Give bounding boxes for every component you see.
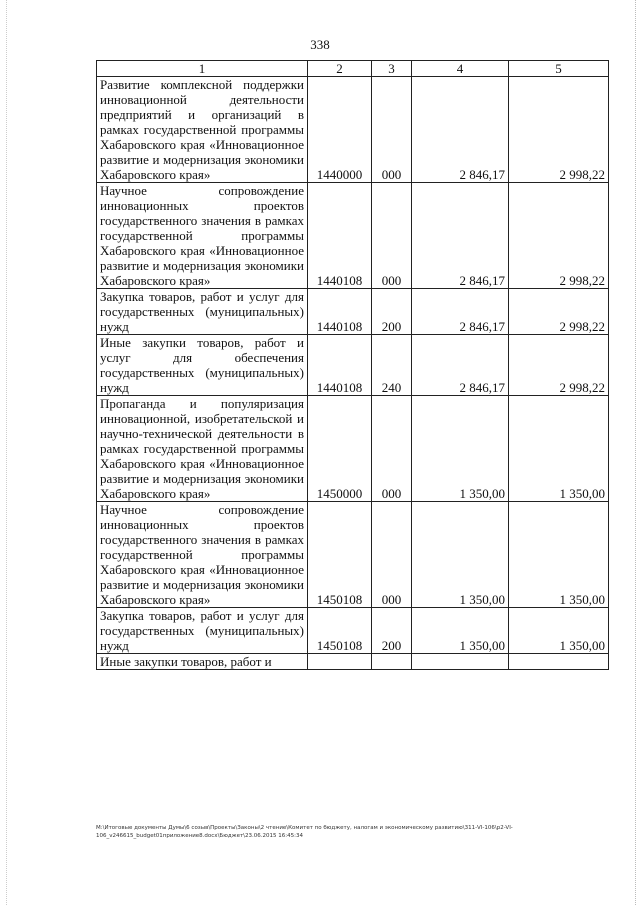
row-amount-1: 2 846,17	[412, 335, 509, 396]
table-row	[97, 77, 609, 183]
header-col-4: 4	[412, 61, 509, 77]
row-amount-1: 2 846,17	[412, 289, 509, 335]
document-footer-path: M:\Итоговые документы Думы\6 созыв\Проекты\Законы\2 чтение\Комитет по бюджету, налогам и экономическому развитию\311-VI-106\p2-VI-106_v246615_budget01приложение8.docx\Бюджет\23.06.2015 16:45:34	[96, 825, 513, 839]
row-name: Развитие комплексной поддержки инновационной деятельности предприятий и организаций в рамках государственной программы Хабаровского края «Инновационное развитие и модернизация экономики Хабаровского края»	[97, 77, 308, 183]
row-code	[308, 654, 372, 670]
row-amount-2: 2 998,22	[509, 335, 609, 396]
row-code: 1450108	[308, 608, 372, 654]
row-type: 240	[372, 335, 412, 396]
table-row	[97, 502, 609, 608]
page-number: 338	[310, 37, 330, 52]
row-amount-1: 2 846,17	[412, 183, 509, 289]
row-code: 1440000	[308, 77, 372, 183]
row-type: 200	[372, 608, 412, 654]
row-type: 000	[372, 502, 412, 608]
row-amount-1: 1 350,00	[412, 502, 509, 608]
left-margin-rule	[6, 0, 8, 905]
row-name: Научное сопровождение инновационных проектов государственного значения в рамках государственной программы Хабаровского края «Инновационное развитие и модернизация экономики Хабаровского края»	[97, 502, 308, 608]
header-col-3: 3	[372, 61, 412, 77]
row-amount-2: 2 998,22	[509, 289, 609, 335]
row-code: 1440108	[308, 335, 372, 396]
row-amount-2: 1 350,00	[509, 396, 609, 502]
row-code: 1440108	[308, 183, 372, 289]
row-code: 1440108	[308, 289, 372, 335]
row-code: 1450000	[308, 396, 372, 502]
table-row	[97, 335, 609, 396]
row-type	[372, 654, 412, 670]
row-name: Пропаганда и популяризация инновационной, изобретательской и научно-технической деятельности в рамках государственной программы Хабаровского края «Инновационное развитие и модернизация экономики Хабаровского края»	[97, 396, 308, 502]
budget-table	[96, 60, 609, 670]
row-amount-2	[509, 654, 609, 670]
row-amount-2: 2 998,22	[509, 183, 609, 289]
table-row	[97, 289, 609, 335]
row-name: Научное сопровождение инновационных проектов государственного значения в рамках государственной программы Хабаровского края «Инновационное развитие и модернизация экономики Хабаровского края»	[97, 183, 308, 289]
right-margin-rule	[634, 0, 636, 905]
header-col-1: 1	[97, 61, 308, 77]
row-amount-2: 1 350,00	[509, 502, 609, 608]
row-name: Иные закупки товаров, работ и услуг для обеспечения государственных (муниципальных) нужд	[97, 335, 308, 396]
table-header-row	[97, 61, 609, 77]
header-col-5: 5	[509, 61, 609, 77]
row-amount-1: 2 846,17	[412, 77, 509, 183]
table-row	[97, 183, 609, 289]
row-amount-2: 2 998,22	[509, 77, 609, 183]
row-amount-1	[412, 654, 509, 670]
row-code: 1450108	[308, 502, 372, 608]
row-type: 000	[372, 183, 412, 289]
row-amount-1: 1 350,00	[412, 608, 509, 654]
row-name: Закупка товаров, работ и услуг для государственных (муниципальных) нужд	[97, 608, 308, 654]
header-col-2: 2	[308, 61, 372, 77]
table-row	[97, 608, 609, 654]
row-amount-2: 1 350,00	[509, 608, 609, 654]
row-type: 200	[372, 289, 412, 335]
row-name: Иные закупки товаров, работ и	[97, 654, 308, 670]
table-row	[97, 654, 609, 670]
row-name: Закупка товаров, работ и услуг для государственных (муниципальных) нужд	[97, 289, 308, 335]
row-type: 000	[372, 77, 412, 183]
row-type: 000	[372, 396, 412, 502]
table-row	[97, 396, 609, 502]
row-amount-1: 1 350,00	[412, 396, 509, 502]
